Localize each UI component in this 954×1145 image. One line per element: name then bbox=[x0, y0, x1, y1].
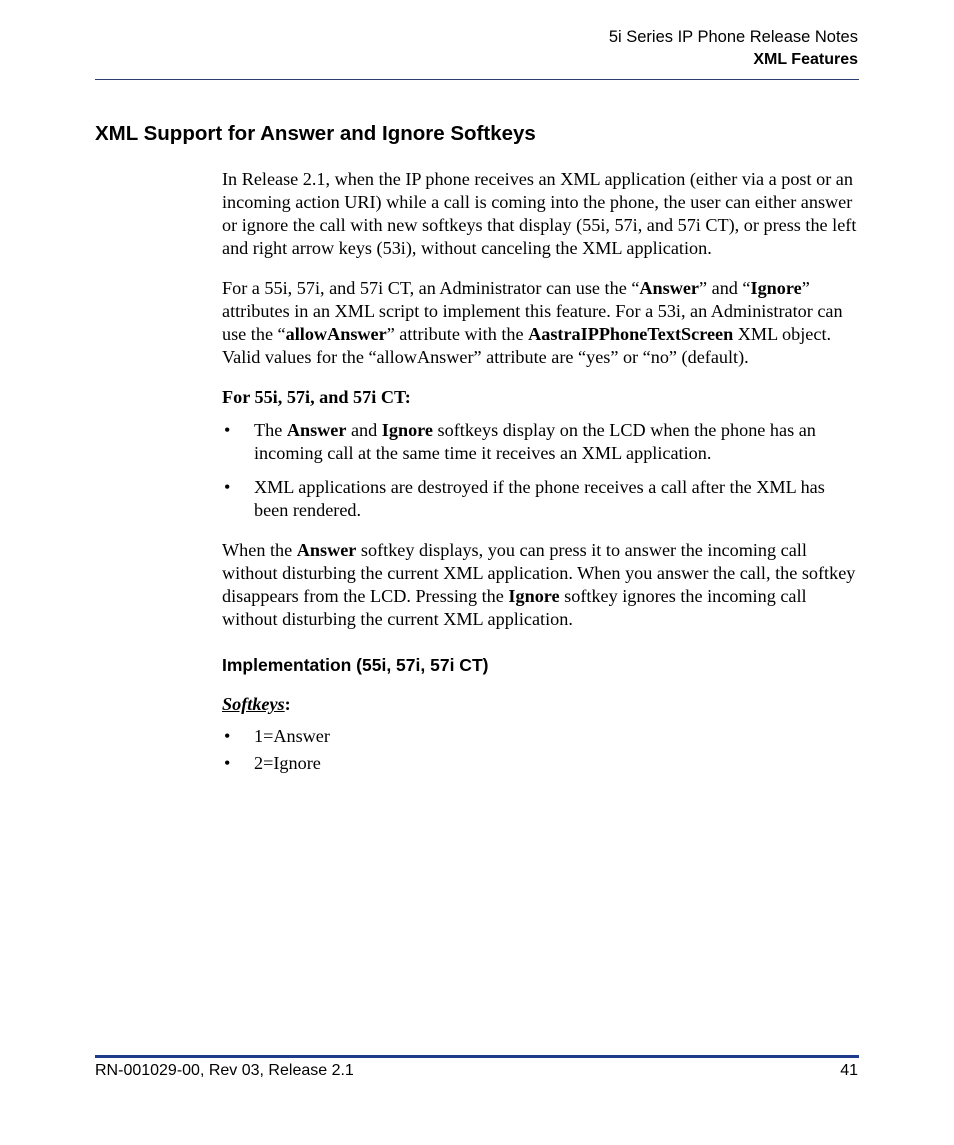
admin-paragraph bbox=[222, 277, 858, 369]
bold-run: Answer bbox=[639, 278, 699, 298]
softkey-list bbox=[222, 725, 858, 775]
footer-rule bbox=[95, 1055, 859, 1058]
bold-run: AastraIPPhoneTextScreen bbox=[528, 324, 734, 344]
body-content bbox=[222, 168, 858, 779]
bold-run: Answer bbox=[286, 420, 347, 440]
page-header bbox=[95, 26, 858, 72]
page-number: 41 bbox=[840, 1062, 858, 1079]
footer-doc-id: RN-001029-00, Rev 03, Release 2.1 bbox=[95, 1062, 354, 1079]
bold-run: allowAnswer bbox=[285, 324, 387, 344]
section-heading: XML Support for Answer and Ignore Softkeys bbox=[95, 122, 536, 145]
bold-run: Ignore bbox=[508, 586, 560, 606]
bold-run: Answer bbox=[296, 540, 357, 560]
list-item bbox=[222, 476, 858, 522]
implementation-heading: Implementation (55i, 57i, 57i CT) bbox=[222, 655, 489, 675]
text-run: softkey ignores the incoming call without disturbing the current XML application. bbox=[222, 586, 807, 629]
text-run: When the bbox=[222, 540, 297, 560]
text-run: ” and “ bbox=[699, 278, 751, 298]
text-run: ” attributes in an XML script to implement this feature. For a 53i, an Administrator can use the “ bbox=[222, 278, 843, 344]
bold-run: Ignore bbox=[381, 420, 433, 440]
softkeys-label-text: Softkeys bbox=[222, 694, 285, 714]
softkeys-label bbox=[222, 693, 858, 716]
answer-paragraph bbox=[222, 539, 858, 631]
models-subheading: For 55i, 57i, and 57i CT: bbox=[222, 387, 411, 407]
feature-bullet-list bbox=[222, 419, 858, 522]
text-run: The bbox=[254, 420, 287, 440]
text-run: and bbox=[346, 420, 382, 440]
header-section-title: XML Features bbox=[753, 51, 858, 68]
list-item bbox=[222, 419, 858, 465]
softkeys-colon: : bbox=[284, 694, 291, 714]
header-rule bbox=[95, 79, 859, 80]
intro-paragraph: In Release 2.1, when the IP phone receives an XML application (either via a post or an incoming action URI) while a call is coming into the phone, the user can either answer or ignore the call with new softkeys that display (55i, 57i, and 57i CT), or press the left and right arrow keys (53i), without canceling the XML application. bbox=[222, 169, 857, 258]
header-doc-title: 5i Series IP Phone Release Notes bbox=[608, 28, 858, 46]
page-footer bbox=[95, 1061, 858, 1081]
text-run: ” attribute with the bbox=[386, 324, 529, 344]
list-item: • 1=Answer bbox=[222, 725, 858, 748]
text-run: XML applications are destroyed if the phone receives a call after the XML has been rendered. bbox=[254, 477, 825, 520]
text-run: softkey displays, you can press it to answer the incoming call without disturbing the current XML application. When you answer the call, the softkey disappears from the LCD. Pressing the bbox=[222, 540, 856, 606]
bold-run: Ignore bbox=[750, 278, 802, 298]
text-run: XML object. Valid values for the “allowAnswer” attribute are “yes” or “no” (default). bbox=[222, 324, 832, 367]
list-item: • 2=Ignore bbox=[222, 752, 858, 775]
text-run: For a 55i, 57i, and 57i CT, an Administrator can use the “ bbox=[222, 278, 640, 298]
text-run: softkeys display on the LCD when the phone has an incoming call at the same time it receives an XML application. bbox=[254, 420, 816, 463]
